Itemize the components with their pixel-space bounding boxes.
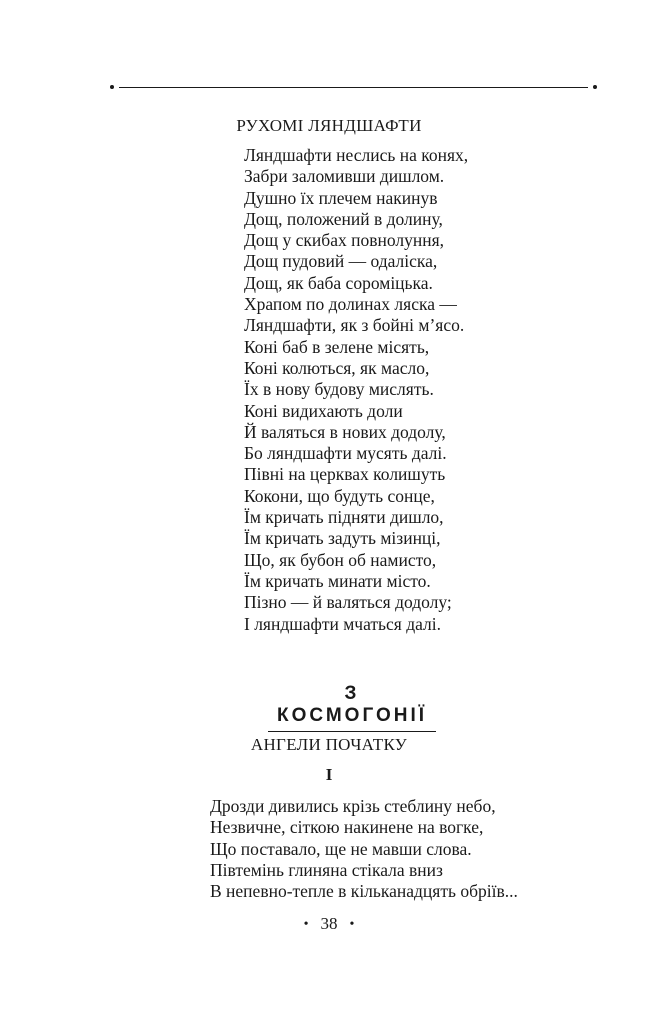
poem-line: Дрозди дивились крізь стеблину небо, [210,796,496,816]
poem-line: Ляндшафти, як з бойні м’ясо. [244,315,465,336]
poem-line: Що, як бубон об намисто, [244,549,437,570]
poem-line: Півні на церквах колишуть [244,464,446,485]
page-number: 38 [320,914,338,933]
poem-line: Їм кричать минати місто. [244,570,431,591]
footer-bullet-left: • [303,917,309,932]
poem-line: Їм кричать задуть мізинці, [244,528,441,549]
rule-dot-left [110,85,114,89]
poem-title: РУХОМІ ЛЯНДШАФТИ [236,116,422,135]
poem-line: В непевно-тепле в кільканадцять обріїв... [210,881,518,902]
part-number: I [325,765,333,784]
footer-bullet-right: • [349,917,355,932]
poem-line: Пізно — й валяться додолу; [244,592,452,613]
poem-body [244,145,468,635]
poem-line: Й валяться в нових додолу, [244,421,446,442]
poem-line: Півтемінь глиняна стікала вниз [210,859,443,880]
rule-dot-right [593,85,597,89]
poem-line: Дощ, як баба сороміцька. [244,272,433,293]
poem-line: Душно їх плечем накинув [244,187,438,208]
poem-line: Коні колються, як масло, [244,357,430,378]
poem-title-2: АНГЕЛИ ПОЧАТКУ [250,735,408,754]
poem-body-2 [210,796,518,902]
page-footer [0,914,658,934]
poem-line: Ляндшафти неслись на конях, [244,145,469,165]
poem-line: Бо ляндшафти мусять далі. [244,443,447,464]
poem-line: Забри заломивши дишлом. [244,166,445,187]
poem-line: Дощ, положений в долину, [244,208,443,229]
section-title: З КОСМОГОНІЇ [268,683,436,732]
poem-line: Дощ пудовий — одаліска, [244,251,438,272]
poem-line: Їм кричать підняти дишло, [244,507,444,528]
poem-line: Коні баб в зелене місять, [244,336,430,357]
poem-line: Що поставало, ще не мавши слова. [210,838,472,859]
poem-line: Коні видихають доли [244,400,403,421]
header-rule [110,82,597,94]
poem-line: Їх в нову будову мислять. [244,379,434,400]
poem-line: І ляндшафти мчаться далі. [244,613,442,634]
rule-line [119,87,588,88]
poem-line: Храпом по долинах ляска — [244,294,457,315]
poem-line: Кокони, що будуть сонце, [244,485,435,506]
poem-line: Дощ у скибах повнолуння, [244,230,444,251]
poem-line: Незвичне, сіткою накинене на вогке, [210,817,484,838]
